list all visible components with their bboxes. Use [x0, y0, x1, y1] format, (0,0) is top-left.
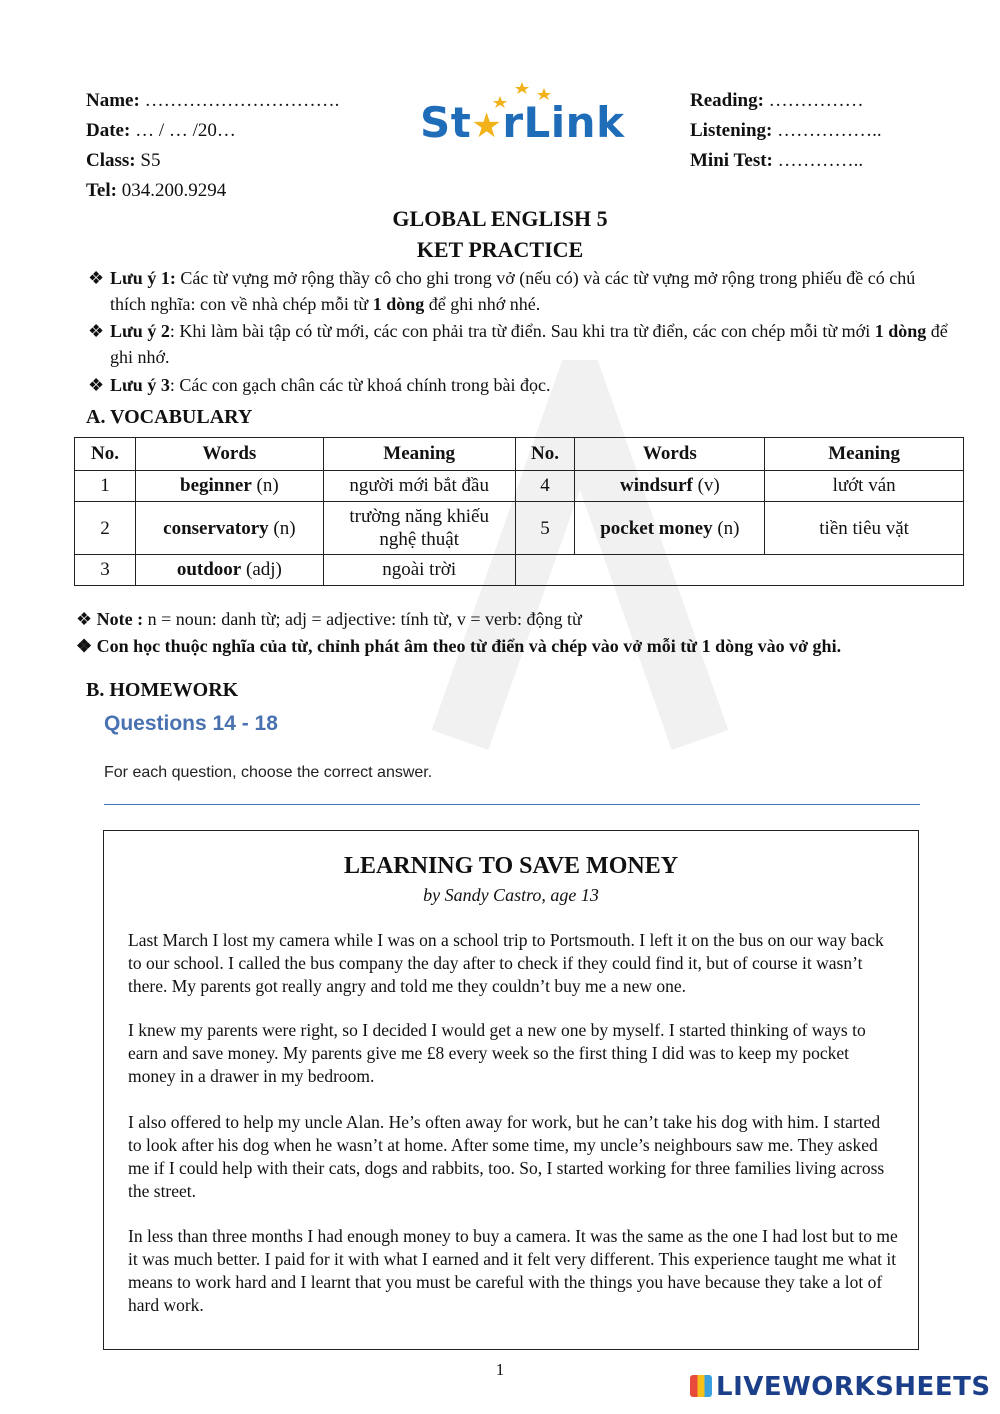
col-header: No. [515, 438, 575, 471]
passage-paragraph: I knew my parents were right, so I decided I would get a new one by myself. I started thinking of ways to earn and save money. My parents give me £8 every week so the first thing I did was to keep my pocket money in a drawer in my bedroom. [128, 1020, 866, 1086]
logo-text-rlink: rLink [502, 98, 625, 147]
cell-word [135, 502, 323, 555]
page-subtitle: KET PRACTICE [416, 237, 584, 262]
reading-line [690, 86, 864, 116]
cell-word [575, 471, 765, 502]
liveworksheets-logo-icon [690, 1375, 712, 1397]
note-item-1 [88, 265, 948, 317]
tel-value: 034.200.9294 [121, 180, 227, 201]
passage-paragraph: Last March I lost my camera while I was on a school trip to Portsmouth. I left it on the bus on our way back to our school. I called the bus company the day after to check if they could find it, but of course it wasn’t there. My parents got really angry and told me they couldn’t buy me a new one. [128, 930, 884, 996]
note-item-3 [88, 372, 948, 398]
col-header: Words [135, 438, 323, 471]
note-text: Các từ vựng mở rộng thầy cô cho ghi trong vở (nếu có) và các từ vựng mở rộng trong phiếu đề có chú thích nghĩa: con về nhà chép mỗi từ [110, 268, 916, 314]
tel-label: Tel: [86, 180, 117, 201]
cell-no: 1 [75, 471, 136, 502]
word-pos: (n) [251, 475, 279, 496]
class-line [86, 146, 160, 176]
note-label: Lưu ý 1: [110, 268, 176, 288]
note-text: : Các con gạch chân các từ khoá chính trong bài đọc. [169, 375, 551, 395]
starlink-logo [418, 78, 628, 154]
pos-note [76, 606, 582, 633]
reading-value: …………… [768, 90, 864, 111]
word-text: outdoor [176, 559, 242, 580]
minitest-line [690, 146, 863, 176]
cell-word [135, 471, 323, 502]
note-label: Lưu ý 2 [110, 321, 170, 341]
passage-byline: by Sandy Castro, age 13 [423, 885, 599, 905]
page-title: GLOBAL ENGLISH 5 [392, 206, 608, 231]
table-row [75, 502, 964, 555]
note-text-end: để ghi nhớ. [110, 321, 948, 367]
passage-paragraph: In less than three months I had enough money to buy a camera. It was the same as the one I had lost but to me it was much better. I paid for it with what I earned and it felt very different. This experience taught me what it means to work hard and I learnt that you must be careful with the things you have because they take a lot of hard work. [128, 1226, 898, 1315]
page-number: 1 [495, 1360, 505, 1379]
class-label: Class: [86, 150, 136, 171]
word-text: conservatory [163, 517, 269, 539]
word-pos: (n) [268, 517, 296, 539]
tel-line [86, 176, 226, 206]
note-bold: 1 dòng [372, 294, 425, 314]
word-text: beginner [180, 475, 252, 496]
name-value: …………………………. [144, 90, 340, 111]
diamond-bullet-icon: ❖ [76, 636, 93, 656]
reading-label: Reading: [690, 90, 764, 111]
cell-no: 2 [75, 502, 136, 555]
cell-meaning: trường năng khiếu nghệ thuật [323, 502, 515, 555]
table-row [75, 471, 964, 502]
passage-title: LEARNING TO SAVE MONEY [343, 853, 679, 879]
note-label: Note : [96, 609, 144, 629]
note-text-end: để ghi nhớ nhé. [424, 294, 541, 314]
col-header: Meaning [765, 438, 964, 471]
minitest-value: ………….. [777, 150, 864, 171]
questions-title: Questions 14 - 18 [104, 712, 278, 735]
diamond-bullet-icon: ❖ [88, 321, 105, 341]
learn-note [76, 633, 841, 660]
listening-line [690, 116, 882, 146]
listening-value: …………….. [777, 120, 882, 141]
cell-no: 3 [75, 555, 136, 586]
cell-no: 5 [515, 502, 575, 555]
cell-word [135, 555, 323, 586]
logo-star-icon: ★ [471, 106, 503, 146]
cell-meaning: lướt ván [765, 471, 964, 502]
cell-empty [515, 555, 963, 586]
word-pos: (v) [692, 475, 720, 496]
divider [104, 804, 920, 805]
cell-meaning: ngoài trời [323, 555, 515, 586]
word-pos: (adj) [241, 559, 282, 580]
diamond-bullet-icon: ❖ [88, 375, 105, 395]
note-label: Lưu ý 3 [110, 375, 170, 395]
listening-label: Listening: [690, 120, 773, 141]
col-header: Meaning [323, 438, 515, 471]
col-header: Words [575, 438, 765, 471]
homework-heading: B. HOMEWORK [86, 679, 239, 701]
name-label: Name: [86, 90, 140, 111]
cell-meaning: tiền tiêu vặt [765, 502, 964, 555]
word-text: windsurf [619, 475, 693, 496]
questions-instruction: For each question, choose the correct answer. [104, 764, 433, 781]
name-line [86, 86, 339, 116]
learn-text: Con học thuộc nghĩa của từ, chỉnh phát âm theo từ điển và chép vào vở mỗi từ 1 dòng vào vở ghi. [96, 636, 842, 656]
note-bold: 1 dòng [874, 321, 927, 341]
reading-passage [103, 830, 919, 1350]
diamond-bullet-icon: ❖ [76, 609, 93, 629]
cell-no: 4 [515, 471, 575, 502]
vocabulary-table [74, 437, 964, 586]
liveworksheets-brand [690, 1372, 991, 1402]
col-header: No. [75, 438, 136, 471]
word-pos: (n) [712, 517, 740, 539]
vocabulary-heading: A. VOCABULARY [86, 406, 253, 428]
note-text: : Khi làm bài tập có từ mới, các con phải tra từ điển. Sau khi tra từ điển, các con chép mỗi từ mới [169, 321, 875, 341]
passage-paragraph: I also offered to help my uncle Alan. He’s often away for work, but he can’t take his dog with him. I started to look after his dog when he wasn’t at home. After some time, my uncle’s neighbours saw me. They asked me if I could help with their cats, dogs and rabbits, too. So, I started working for three families living across the street. [128, 1112, 885, 1201]
table-row [75, 555, 964, 586]
diamond-bullet-icon: ❖ [88, 268, 105, 288]
brand-text: LIVEWORKSHEETS [716, 1372, 991, 1402]
table-header-row [75, 438, 964, 471]
date-value: … / … /20… [135, 120, 236, 141]
cell-meaning: người mới bắt đầu [323, 471, 515, 502]
word-text: pocket money [600, 517, 713, 539]
cell-word [575, 502, 765, 555]
date-line [86, 116, 236, 146]
class-value: S5 [140, 150, 161, 171]
minitest-label: Mini Test: [690, 150, 773, 171]
logo-text-st: St [420, 98, 472, 147]
date-label: Date: [86, 120, 131, 141]
note-item-2 [88, 318, 948, 370]
note-text: n = noun: danh từ; adj = adjective: tính từ, v = verb: động từ [143, 609, 582, 629]
